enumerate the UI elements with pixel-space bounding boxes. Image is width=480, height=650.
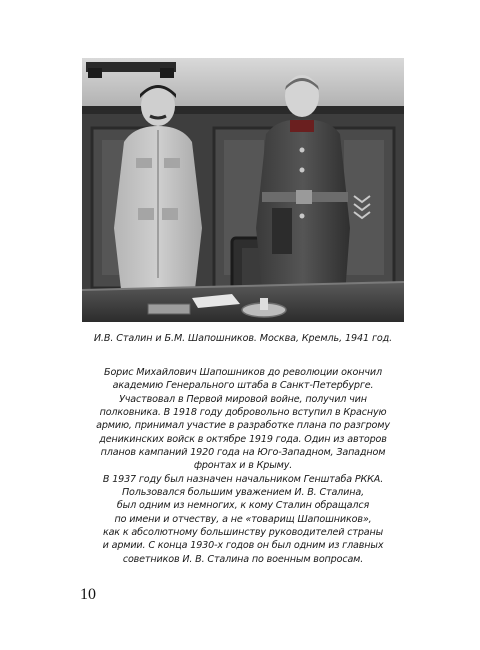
- biography-paragraph: [60, 366, 426, 566]
- page-number: 10: [80, 586, 96, 603]
- paragraph-line: В 1937 году был назначен начальником Генштаба РККА.: [102, 473, 384, 485]
- paragraph-line: по имени и отчеству, а не «товарищ Шапошников»,: [114, 513, 372, 525]
- paragraph-line: как к абсолютному большинству руководителей страны: [102, 527, 384, 539]
- paragraph-line: планов кампаний 1920 года на Юго-Западном, Западном: [100, 447, 386, 459]
- paragraph-line: академию Генерального штаба в Санкт-Петербурге.: [112, 380, 374, 392]
- paragraph-line: советников И. В. Сталина по военным вопросам.: [122, 553, 364, 565]
- paragraph-line: фронтах и в Крыму.: [193, 460, 293, 472]
- paragraph-line: полковника. В 1918 году добровольно вступил в Красную: [99, 407, 387, 419]
- paragraph-line: деникинских войск в октябре 1919 года. Один из авторов: [99, 433, 387, 445]
- paragraph-line: Участвовал в Первой мировой войне, получил чин: [119, 393, 367, 405]
- photo-illustration: [82, 58, 404, 322]
- historical-photo: [82, 58, 404, 322]
- paragraph-line: Борис Михайлович Шапошников до революции окончил: [104, 367, 382, 378]
- paragraph-line: армию, принимал участие в разработке плана по разгрому: [96, 420, 390, 432]
- paragraph-line: и армии. С конца 1930-х годов он был одним из главных: [102, 540, 384, 552]
- photo-caption: И.В. Сталин и Б.М. Шапошников. Москва, Кремль, 1941 год.: [93, 333, 393, 344]
- paragraph-line: был одним из немногих, к кому Сталин обращался: [116, 500, 370, 512]
- paragraph-line: Пользовался большим уважением И. В. Сталина,: [121, 487, 365, 499]
